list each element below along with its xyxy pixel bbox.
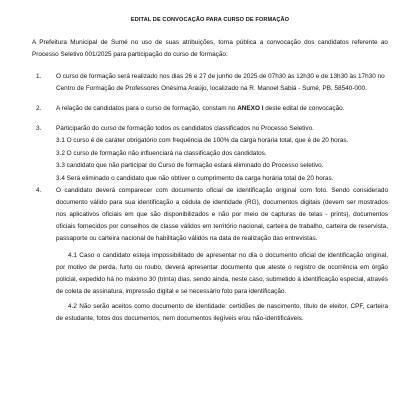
item-text: A relação de candidatos para o curso de formação, constam no ANEXO I deste edital de convocação. xyxy=(56,105,345,112)
list-item xyxy=(32,103,388,115)
item-text: O candidato deverá comparecer com documento oficial de identificação original com foto. Sendo considerado documento válido para sua identificação a cédula de identidade (RG), documentos digitais (devem ser mostrados nos aplicativos oficiais em que são disponibilizados e não por meio de capturas de telas - prints), documentos oficiais fornecidos por conselhos de classe válidos em território nacional, carteira de trabalho, carteira de reservista, passaporte ou carteira nacional de habilitação válidos na data de realização das entrevistas. xyxy=(56,187,388,243)
intro-paragraph: A Prefeitura Municipal de Sumé no uso de suas atribuições, torna pública a convocação dos candidatos referente ao Processo Seletivo 001/2025 para participação do curso de formação: xyxy=(32,39,388,58)
annex-reference: ANEXO I xyxy=(237,105,264,112)
list-item xyxy=(32,123,388,185)
items-list xyxy=(32,71,388,325)
item-text: Participarão do curso de formação todos os candidatos classificados no Processo Seletivo. xyxy=(56,125,314,132)
list-item xyxy=(32,185,388,325)
list-item xyxy=(32,71,388,95)
sub-item: 3.3 candidato que não participar do Curso de formação estará eliminado do Processo seletivo. xyxy=(56,162,324,170)
item-text: O curso de formação será realizado nos dias 26 e 27 de junho de 2025 de 07h30 às 12h30 e de 13h30 às 17h30 no Centro de Formação de Professores Onésima Araújo, localizado na R. Manoel Sabiá - Sumé, PB, 58540-000. xyxy=(56,73,385,92)
sub-item: 3.1 O curso é de caráter obrigatório com frequência de 100% da carga horária total, que é de 20 horas. xyxy=(56,137,349,144)
sub-items-list xyxy=(56,135,388,185)
item-number: 4. xyxy=(36,187,42,195)
sub-item: 4.1 Caso o candidato esteja impossibilitado de apresentar no dia o documento oficial de identificação original, por motivo de perda, furto ou roubo, deverá apresentar documento que ateste o registro de ocorrência em órgão policial, expedido há no máximo 30 (trinta) dias, sendo ainda, neste caso, submetido à identificação especial, através de coleta de assinatura, impressão digital e se necessário foto para identificação. xyxy=(56,252,388,296)
document-title: EDITAL DE CONVOCAÇÃO PARA CURSO DE FORMAÇÃO xyxy=(130,17,290,23)
sub-item: 3.2 O curso de formação não influenciará na classificação dos candidatos. xyxy=(56,149,267,157)
sub-item: 4.2 Não serão aceitos como documento de identidade: certidões de nascimento, título de eleitor, CPF, carteira de estudante, fotos dos documentos, nem documentos ilegíveis e/ou não-identificáveis. xyxy=(56,303,388,323)
sub-item: 3.4 Será eliminado o candidato que não obtiver o cumprimento da carga horária total de 20 horas. xyxy=(56,174,334,182)
item-number: 2. xyxy=(36,105,42,112)
item-number: 3. xyxy=(36,125,42,132)
item-number: 1. xyxy=(36,73,42,80)
